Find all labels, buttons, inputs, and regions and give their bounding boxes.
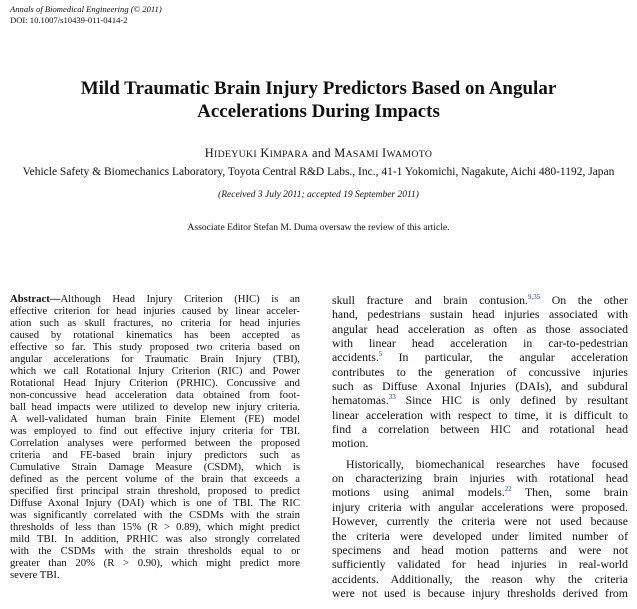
- title-line-1: Mild Traumatic Brain Injury Predictors Based on Angular: [80, 78, 557, 99]
- abstract-line: ball head impacts were utilized to develop new injury criteria.: [10, 401, 300, 413]
- body-line: hand, pedestrians sustain head injuries associated with: [332, 307, 628, 322]
- abstract-line: with the CSDMs with the strain thresholds equal to or: [10, 545, 300, 557]
- body-line: accidents. Additionally, the reason why the criteria: [332, 571, 628, 586]
- body-line: motion.: [332, 436, 369, 451]
- body-line: contributes to the generation of concussive injuries: [332, 364, 628, 379]
- abstract-line: A well-validated human brain Finite Element (FE) model: [10, 413, 300, 425]
- authors: [0, 146, 637, 161]
- abstract-line: mild TBI. In addition, PRHIC was also strongly correlated: [10, 533, 300, 545]
- abstract-line: effective criterion for head injuries caused by linear acceler-: [10, 305, 300, 317]
- author1-last-rest: IMPARA: [269, 149, 309, 160]
- citation-link[interactable]: 22: [504, 485, 512, 494]
- body-line: linear acceleration with respect to time, it is difficult to: [332, 407, 628, 422]
- journal-header: Annals of Biomedical Engineering (© 2011): [10, 4, 162, 14]
- author1-first-rest: IDEYUKI: [214, 149, 257, 160]
- body-line: However, currently the criteria were not used because: [332, 514, 628, 529]
- abstract-line: Diffuse Axonal Injury (DAI) which is one of TBI. The RIC: [10, 497, 300, 509]
- abstract: [10, 293, 300, 581]
- abstract-line: non-concussive head acceleration data obtained from foot-: [10, 389, 300, 401]
- body-line: hematomas.$^{33}$ Since HIC is only defined by resultant: [332, 393, 628, 408]
- body-line: find a correlation between HIC and rotational head: [332, 422, 628, 437]
- article-title: [0, 77, 637, 123]
- abstract-line: Abstract—Although Head Injury Criterion (HIC) is an: [10, 293, 300, 305]
- body-line: specimens and head motion patterns and were not: [332, 542, 628, 557]
- body-line: on characterizing brain injuries with rotational head: [332, 471, 628, 486]
- author2-first-rest: ASAMI: [345, 149, 379, 160]
- body-line: sufficiently validated for head injuries in real-world: [332, 557, 628, 572]
- body-line: skull fracture and brain contusion.$^{9,35}$ On the other: [332, 293, 628, 307]
- abstract-line: Correlation analyses were performed between the proposed: [10, 437, 300, 449]
- citation-link[interactable]: 9,35: [527, 293, 541, 302]
- body-line: were not used is because injury thresholds derived from: [332, 585, 628, 600]
- abstract-line: Rotational Head Injury Criterion (PRHIC). Concussive and: [10, 377, 300, 389]
- body-line: Historically, biomechanical researches have focused: [346, 456, 628, 471]
- abstract-line: caused by rotational kinematics has been accepted as: [10, 329, 300, 341]
- abstract-line: thresholds of less than 15% (R > 0.89), which might predict: [10, 521, 300, 533]
- citation-link[interactable]: 33: [388, 393, 396, 402]
- body-line: motions using animal models.$^{22}$ Then, some brain: [332, 485, 628, 500]
- abstract-line: criteria and FE-based brain injury predictors such as: [10, 449, 300, 461]
- body-text: [332, 293, 628, 600]
- author1-first-initial: H: [204, 146, 215, 160]
- author2-first-initial: M: [334, 146, 346, 160]
- abstract-line: angular accelerations for Traumatic Brain Injury (TBI),: [10, 353, 300, 365]
- title-line-2: Accelerations During Impacts: [197, 101, 440, 122]
- editor-note: Associate Editor Stefan M. Duma oversaw the review of this article.: [187, 222, 450, 233]
- abstract-dash: —: [49, 293, 61, 305]
- received-dates: (Received 3 July 2011; accepted 19 September 2011): [218, 190, 419, 200]
- citation-link[interactable]: 5: [378, 350, 383, 359]
- body-line: the criteria were developed under limited number of: [332, 528, 628, 543]
- body-line: such as Diffuse Axonal Injuries (DAIs), and subdural: [332, 379, 628, 394]
- abstract-line: specified first principal strain threshold, proposed to predict: [10, 485, 300, 497]
- doi: DOI: 10.1007/s10439-011-0414-2: [10, 15, 128, 25]
- abstract-line: was employed to find out effective injury criteria for TBI.: [10, 425, 300, 437]
- abstract-line: Cumulative Strain Damage Measure (CSDM), which is: [10, 461, 300, 473]
- body-line: injury criteria with angular accelerations were proposed.: [332, 499, 628, 514]
- affiliation: Vehicle Safety & Biomechanics Laboratory, Toyota Central R&D Labs., Inc., 41-1 Yokomichi, Nagakute, Aichi 480-1192, Japan: [22, 166, 615, 178]
- author2-last-initial: I: [382, 146, 387, 160]
- author-conjunction: and: [312, 146, 331, 160]
- abstract-line: severe TBI.: [10, 569, 60, 581]
- body-line: with linear head acceleration in car-to-pedestrian: [332, 336, 628, 351]
- abstract-line: effective so far. This study proposed two criteria based on: [10, 341, 300, 353]
- body-line: accidents.$^5$ In particular, the angular acceleration: [332, 350, 628, 365]
- abstract-line: ation such as skull fractures, no criteria for head injuries: [10, 317, 300, 329]
- abstract-line: defined as the percent volume of the brain that exceeds a: [10, 473, 300, 485]
- abstract-line: which we call Rotational Injury Criterion (RIC) and Power: [10, 365, 300, 377]
- author2-last-rest: WAMOTO: [386, 149, 433, 160]
- author1-last-initial: K: [260, 146, 270, 160]
- abstract-heading: Abstract: [10, 293, 50, 305]
- abstract-line: was significantly correlated with the CSDMs with the strain: [10, 509, 300, 521]
- body-line: angular head acceleration as often as those associated: [332, 321, 628, 336]
- abstract-line: greater than 20% (R > 0.90), which might predict more: [10, 557, 300, 569]
